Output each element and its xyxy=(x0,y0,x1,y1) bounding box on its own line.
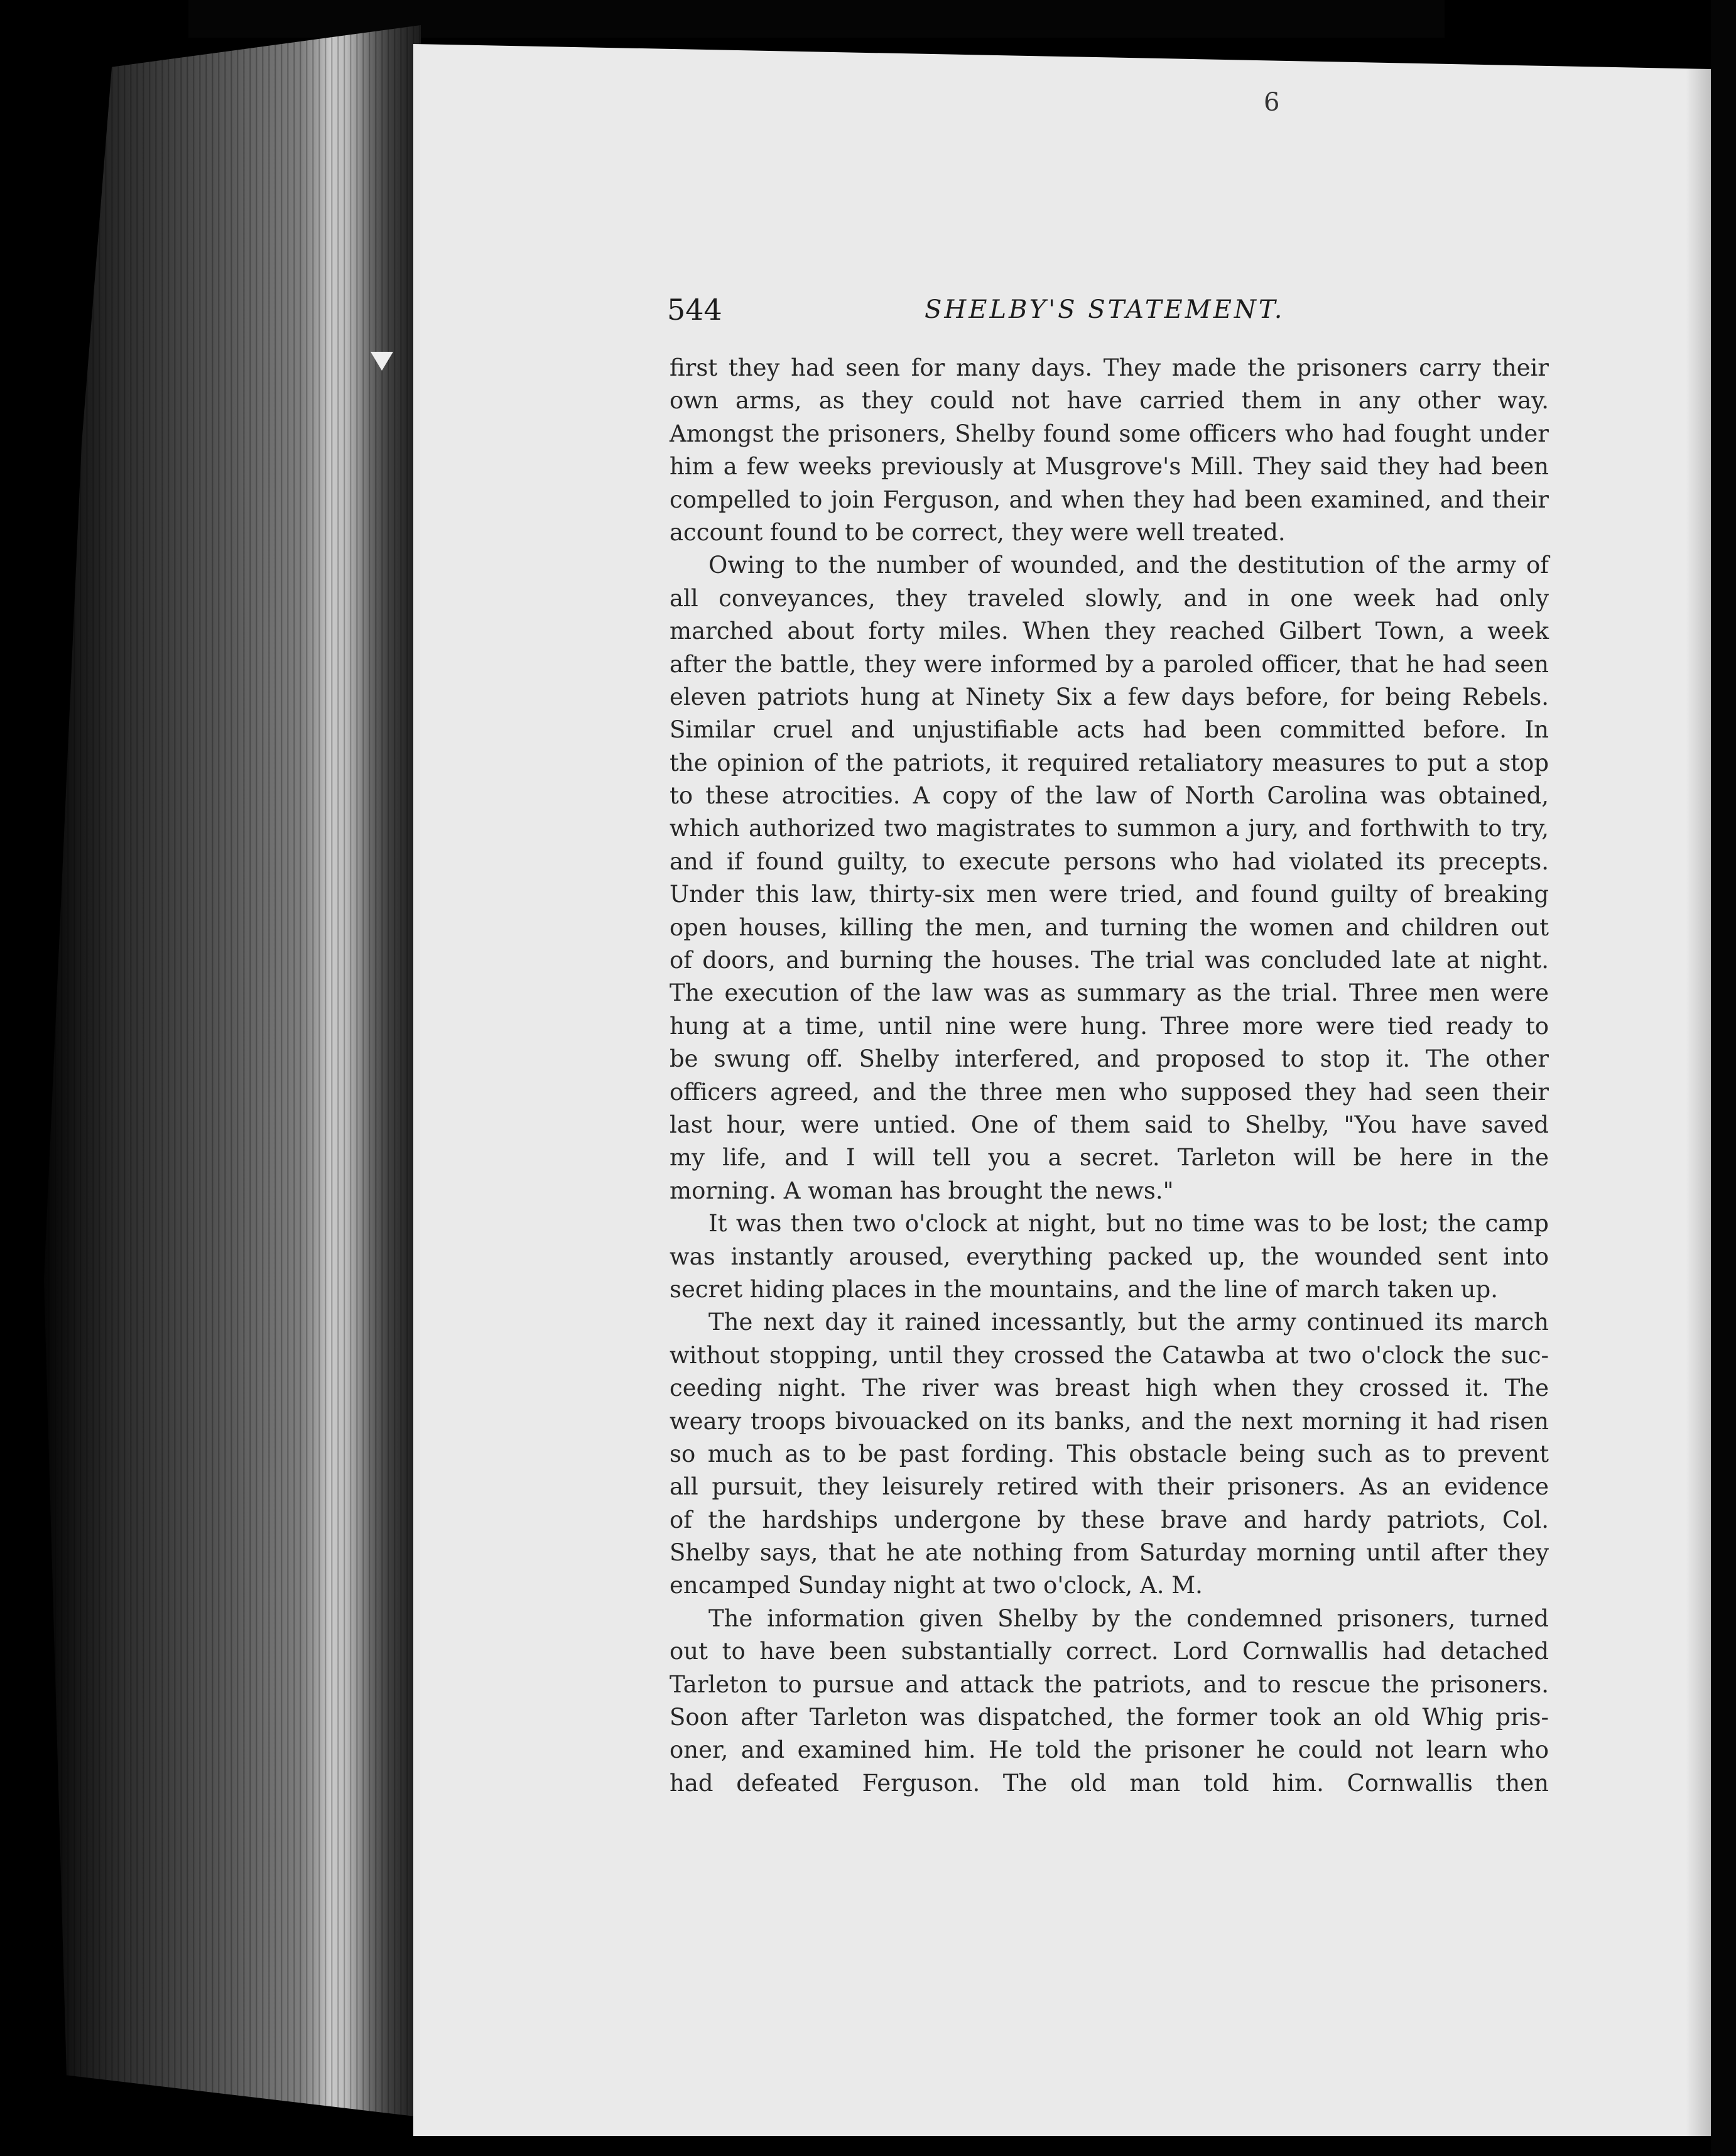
text-line: of the hardships undergone by these brave and hardy patriots, Col. xyxy=(670,1506,1549,1533)
text-line: had defeated Ferguson. The old man told him. Cornwallis then xyxy=(670,1769,1549,1797)
text-line: him a few weeks previously at Musgrove's Mill. They said they had been xyxy=(670,453,1549,481)
page-header xyxy=(667,293,1295,330)
text-line: oner, and examined him. He told the prisoner he could not learn who xyxy=(670,1736,1549,1764)
text-line: Under this law, thirty-six men were tried, and found guilty of breaking xyxy=(670,881,1549,908)
text-line: officers agreed, and the three men who supposed they had seen their xyxy=(670,1078,1549,1106)
text-line: open houses, killing the men, and turning the women and children out xyxy=(670,913,1549,941)
text-line: first they had seen for many days. They made the prisoners carry their xyxy=(670,354,1549,381)
text-line: and if found guilty, to execute persons who had violated its precepts. xyxy=(670,847,1549,875)
text-line: hung at a time, until nine were hung. Three more were tied ready to xyxy=(670,1012,1549,1040)
book-page-edges xyxy=(44,25,421,2117)
text-line: Amongst the prisoners, Shelby found some officers who had fought under xyxy=(670,420,1549,447)
text-line: all pursuit, they leisurely retired with their prisoners. As an evidence xyxy=(670,1473,1549,1501)
text-line: the opinion of the patriots, it required retaliatory measures to put a stop xyxy=(670,749,1549,776)
text-line: without stopping, until they crossed the Catawba at two o'clock the suc- xyxy=(670,1341,1549,1369)
bookmark-ribbon-marker xyxy=(371,352,393,371)
text-line: weary troops bivouacked on its banks, and the next morning it had risen xyxy=(670,1407,1549,1435)
body-text xyxy=(670,352,1549,1800)
text-line: out to have been substantially correct. Lord Cornwallis had detached xyxy=(670,1638,1549,1665)
text-line: Soon after Tarleton was dispatched, the former took an old Whig pris- xyxy=(670,1704,1549,1731)
text-line: Owing to the number of wounded, and the destitution of the army of xyxy=(708,552,1549,579)
page-gutter-shade xyxy=(1686,44,1711,2136)
text-line: own arms, as they could not have carried them in any other way. xyxy=(670,387,1549,415)
corner-mark: 6 xyxy=(1264,88,1280,117)
text-line: morning. A woman has brought the news." xyxy=(670,1177,1174,1204)
text-line: Similar cruel and unjustifiable acts had been committed before. In xyxy=(670,716,1549,744)
text-line: to these atrocities. A copy of the law of North Carolina was obtained, xyxy=(670,782,1549,810)
text-line: Shelby says, that he ate nothing from Saturday morning until after they xyxy=(670,1539,1549,1567)
text-line: my life, and I will tell you a secret. Tarleton will be here in the xyxy=(670,1144,1549,1172)
text-line: marched about forty miles. When they reached Gilbert Town, a week xyxy=(670,618,1549,645)
right-shadow xyxy=(1711,0,1736,2156)
running-head: SHELBY'S STATEMENT. xyxy=(925,295,1285,324)
page-number: 544 xyxy=(667,293,722,327)
text-line: was instantly aroused, everything packed up, the wounded sent into xyxy=(670,1243,1549,1270)
text-line: so much as to be past fording. This obstacle being such as to prevent xyxy=(670,1440,1549,1467)
text-line: ceeding night. The river was breast high when they crossed it. The xyxy=(670,1375,1549,1402)
text-line: The execution of the law was as summary as the trial. Three men were xyxy=(670,979,1549,1007)
text-line: of doors, and burning the houses. The trial was concluded late at night. xyxy=(670,947,1549,974)
text-line: account found to be correct, they were well treated. xyxy=(670,518,1286,546)
text-line: compelled to join Ferguson, and when they had been examined, and their xyxy=(670,486,1549,513)
text-line: which authorized two magistrates to summon a jury, and forthwith to try, xyxy=(670,815,1549,842)
text-line: It was then two o'clock at night, but no time was to be lost; the camp xyxy=(708,1210,1549,1238)
text-line: encamped Sunday night at two o'clock, A. M. xyxy=(670,1572,1203,1599)
text-line: eleven patriots hung at Ninety Six a few days before, for being Rebels. xyxy=(670,683,1549,710)
text-line: after the battle, they were informed by a paroled officer, that he had seen xyxy=(670,650,1549,678)
text-line: The next day it rained incessantly, but the army continued its march xyxy=(708,1309,1549,1336)
text-line: The information given Shelby by the condemned prisoners, turned xyxy=(708,1604,1549,1632)
text-line: Tarleton to pursue and attack the patriots, and to rescue the prisoners. xyxy=(670,1670,1549,1698)
text-line: secret hiding places in the mountains, and the line of march taken up. xyxy=(670,1275,1498,1303)
text-line: all conveyances, they traveled slowly, and in one week had only xyxy=(670,584,1549,612)
text-line: last hour, were untied. One of them said to Shelby, "You have saved xyxy=(670,1111,1549,1138)
text-line: be swung off. Shelby interfered, and proposed to stop it. The other xyxy=(670,1045,1549,1073)
